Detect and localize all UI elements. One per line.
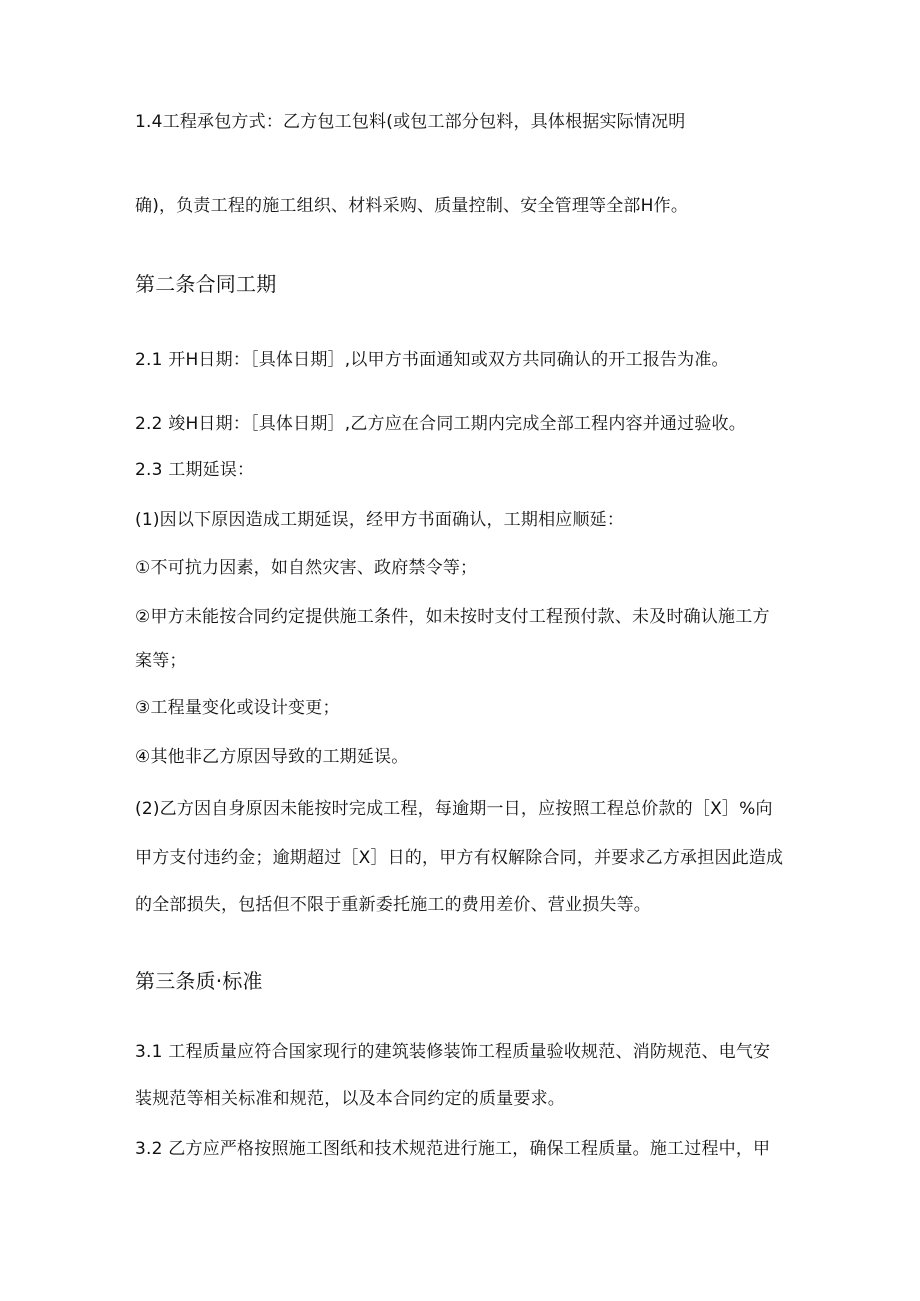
clause-1-4-line-2: 确)，负责工程的施工组织、材料采购、质量控制、安全管理等全部H作。: [135, 196, 689, 216]
clause-2-3-item-1-b-line-2: 案等；: [135, 651, 187, 671]
clause-1-4-line-1: 1.4工程承包方式：乙方包工包料(或包工部分包料，具体根据实际情况明: [135, 112, 686, 132]
clause-2-3-item-2-line-1: (2)乙方因自身原因未能按时完成工程，每逾期一日，应按照工程总价款的［X］%向: [135, 799, 773, 819]
clause-3-2-line-1: 3.2 乙方应严格按照施工图纸和技术规范进行施工，确保工程质量。施工过程中，甲: [135, 1139, 771, 1159]
clause-2-3-item-1-a: ①不可抗力因素，如自然灾害、政府禁令等；: [135, 558, 478, 578]
clause-2-1: 2.1 开H日期：［具体日期］,以甲方书面通知或双方共同确认的开工报告为准。: [135, 350, 729, 370]
article-2-heading: 第二条合同工期: [135, 272, 277, 296]
clause-3-1-line-1: 3.1 工程质量应符合国家现行的建筑装修装饰工程质量验收规范、消防规范、电气安: [135, 1042, 771, 1062]
clause-2-3-item-1-c: ③工程量变化或设计变更；: [135, 698, 340, 718]
clause-2-3-item-1: (1)因以下原因造成工期延误，经甲方书面确认，工期相应顺延：: [135, 510, 625, 530]
clause-2-3-item-1-b-line-1: ②甲方未能按合同约定提供施工条件，如未按时支付工程预付款、未及时确认施工方: [135, 607, 770, 627]
clause-2-3-item-2-line-2: 甲方支付违约金；逾期超过［X］日的，甲方有权解除合同，并要求乙方承担因此造成: [135, 848, 784, 868]
clause-3-1-line-2: 装规范等相关标准和规范，以及本合同约定的质量要求。: [135, 1089, 565, 1109]
article-3-heading: 第三条质·标准: [135, 969, 263, 993]
clause-2-3-item-2-line-3: 的全部损失，包括但不限于重新委托施工的费用差价、营业损失等。: [135, 895, 651, 915]
clause-2-3-item-1-d: ④其他非乙方原因导致的工期延误。: [135, 747, 409, 767]
clause-2-2: 2.2 竣H日期：［具体日期］,乙方应在合同工期内完成全部工程内容并通过验收。: [135, 414, 746, 434]
clause-2-3: 2.3 工期延误：: [135, 460, 255, 480]
